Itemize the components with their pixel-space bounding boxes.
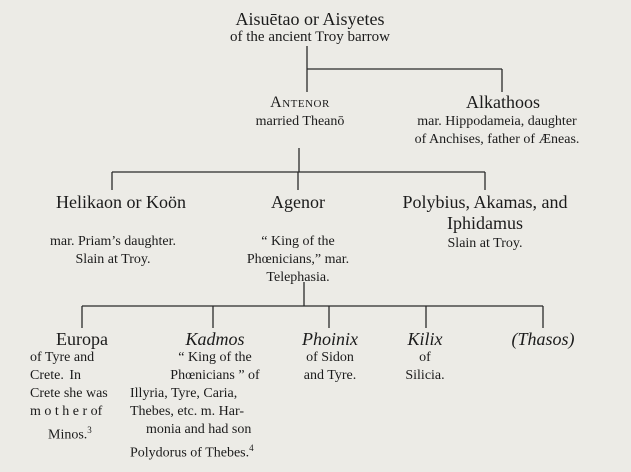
kilix-note-line: Silicia. <box>405 368 445 383</box>
polybius-note: Slain at Troy. <box>447 236 523 251</box>
kilix-name: Kilix <box>407 329 443 349</box>
helikaon-name: Helikaon or Koön <box>56 192 186 212</box>
kadmos-note-line: “ King of the <box>178 350 252 365</box>
europa-note-line: m o t h e r of <box>30 404 103 419</box>
europa-note-line: Minos.$^3$ <box>48 425 92 443</box>
footnote-marker: 4 <box>249 443 254 453</box>
root-name: Aisuētao or Aisyetes <box>235 9 385 29</box>
europa-note-line: of Tyre and <box>30 350 95 365</box>
kadmos-note-line: monia and had son <box>146 422 252 437</box>
phoinix-note-line: and Tyre. <box>303 368 357 383</box>
alkathoos-note-line: of Anchises, father of Æneas. <box>414 132 580 147</box>
alkathoos-note-line: mar. Hippodameia, daughter <box>417 114 577 129</box>
kilix-note-line: of <box>419 350 431 365</box>
agenor-note-line: Telephasia. <box>266 270 330 285</box>
agenor-note-line: “ King of the <box>261 234 335 249</box>
agenor-name: Agenor <box>271 192 325 212</box>
europa-name: Europa <box>56 329 108 349</box>
antenor-note: married Theanō <box>255 114 345 129</box>
helikaon-note-line: Slain at Troy. <box>75 252 151 267</box>
phoinix-name: Phoinix <box>302 329 358 349</box>
kadmos-name: Kadmos <box>185 329 245 349</box>
thasos-name: (Thasos) <box>511 329 575 349</box>
alkathoos-name: Alkathoos <box>466 92 540 112</box>
kadmos-note-line: Polydorus of Thebes.$^4$ <box>130 443 254 461</box>
agenor-note-line: Phœnicians,” mar. <box>246 252 350 267</box>
helikaon-note-line: mar. Priam’s daughter. <box>50 234 176 249</box>
kadmos-note-line: Thebes, etc. m. Har- <box>130 404 245 419</box>
europa-note-line: Crete. In <box>30 368 81 383</box>
root-note: of the ancient Troy barrow <box>230 29 390 45</box>
footnote-marker: 3 <box>87 425 92 435</box>
polybius-name-line: Polybius, Akamas, and <box>402 192 568 212</box>
polybius-name-line: Iphidamus <box>447 213 523 233</box>
kadmos-note-line: Illyria, Tyre, Caria, <box>130 386 238 401</box>
antenor-name: Antenor <box>270 94 330 111</box>
phoinix-note-line: of Sidon <box>306 350 354 365</box>
europa-note-line: Crete she was <box>30 386 108 401</box>
kadmos-note-line: Phœnicians ” of <box>170 368 260 383</box>
